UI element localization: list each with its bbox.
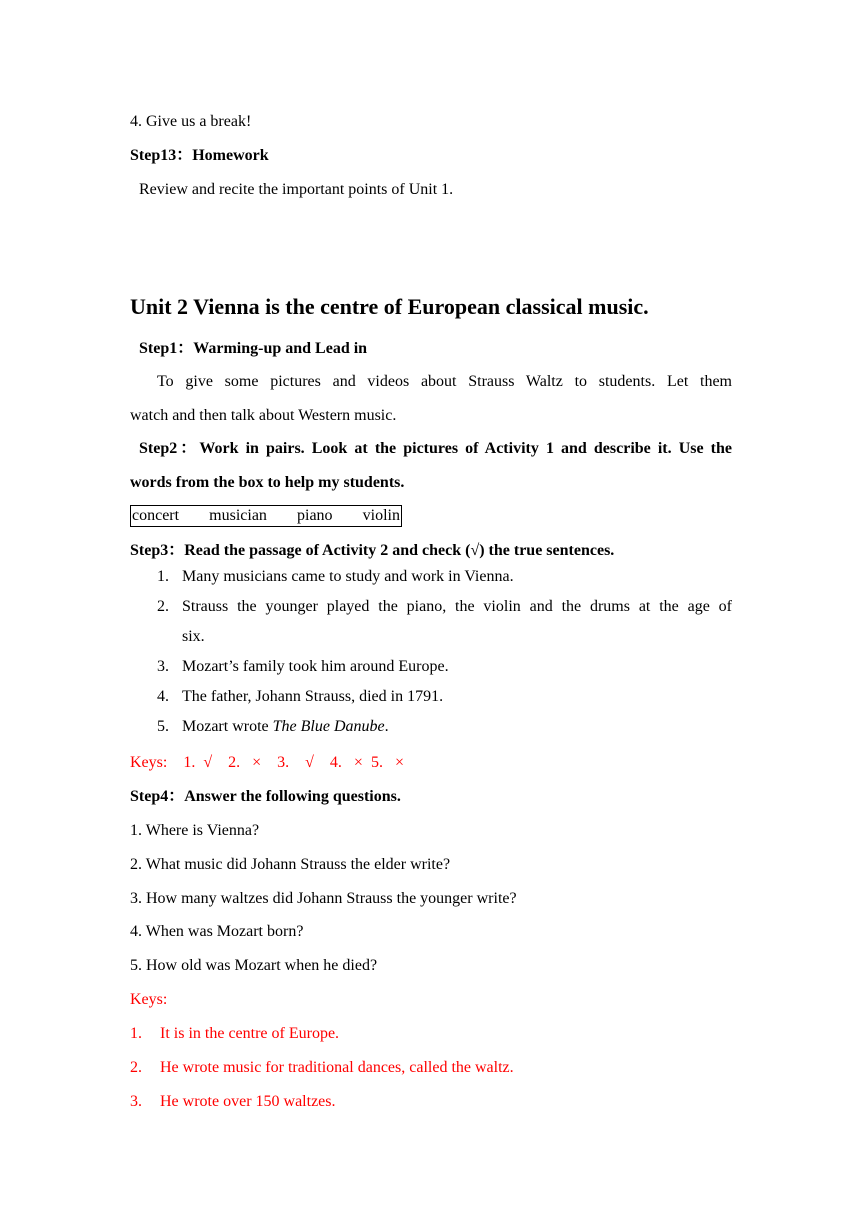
- answer-text: He wrote music for traditional dances, called the waltz.: [160, 1059, 514, 1076]
- answer-number: 3.: [130, 1093, 142, 1110]
- step3-keys: Keys: 1. √ 2. × 3. √ 4. × 5. ×: [130, 754, 404, 771]
- answer-number: 1.: [130, 1025, 142, 1042]
- text-line: 4. Give us a break!: [130, 113, 252, 130]
- list-item: [182, 717, 389, 737]
- question: 2. What music did Johann Strauss the elder write?: [130, 856, 451, 873]
- list-item-text: .: [384, 718, 389, 735]
- word-box-item: musician: [209, 507, 267, 524]
- question: 5. How old was Mozart when he died?: [130, 957, 378, 974]
- list-item: The father, Johann Strauss, died in 1791.: [182, 688, 444, 705]
- list-number: 1.: [157, 568, 169, 585]
- list-item: Strauss the younger played the piano, the violin and the drums at the age of: [182, 598, 732, 615]
- word-box-item: piano: [297, 507, 333, 524]
- list-number: 5.: [157, 718, 169, 735]
- list-item: Mozart’s family took him around Europe.: [182, 658, 449, 675]
- step2-heading-line1: Step2：Work in pairs. Look at the pictures of Activity 1 and describe it. Use the: [139, 440, 732, 457]
- step1-text-line1: To give some pictures and videos about Strauss Waltz to students. Let them: [157, 373, 732, 390]
- book-title: The Blue Danube: [272, 718, 385, 735]
- step2-heading-line2: words from the box to help my students.: [130, 474, 405, 491]
- unit-title: Unit 2 Vienna is the centre of European classical music.: [130, 294, 649, 319]
- list-item: Many musicians came to study and work in Vienna.: [182, 568, 514, 585]
- step13-heading: Step13：Homework: [130, 147, 269, 164]
- answer-number: 2.: [130, 1059, 142, 1076]
- step4-heading: Step4：Answer the following questions.: [130, 788, 401, 805]
- list-number: 3.: [157, 658, 169, 675]
- homework-text: Review and recite the important points of Unit 1.: [139, 181, 454, 198]
- word-box: [130, 505, 402, 527]
- word-box-item: concert: [132, 507, 180, 524]
- step3-heading: Step3：Read the passage of Activity 2 and check (√) the true sentences.: [130, 542, 615, 559]
- question: 4. When was Mozart born?: [130, 923, 304, 940]
- list-item-continuation: six.: [182, 628, 205, 645]
- question: 1. Where is Vienna?: [130, 822, 260, 839]
- answer-text: He wrote over 150 waltzes.: [160, 1093, 336, 1110]
- list-number: 4.: [157, 688, 169, 705]
- answer-text: It is in the centre of Europe.: [160, 1025, 340, 1042]
- step1-heading: Step1：Warming-up and Lead in: [139, 340, 368, 357]
- step1-text-line2: watch and then talk about Western music.: [130, 407, 397, 424]
- list-number: 2.: [157, 598, 169, 615]
- question: 3. How many waltzes did Johann Strauss the younger write?: [130, 890, 517, 907]
- word-box-item: violin: [362, 507, 400, 524]
- step4-keys-label: Keys:: [130, 991, 168, 1008]
- list-item-text: Mozart wrote: [182, 718, 273, 735]
